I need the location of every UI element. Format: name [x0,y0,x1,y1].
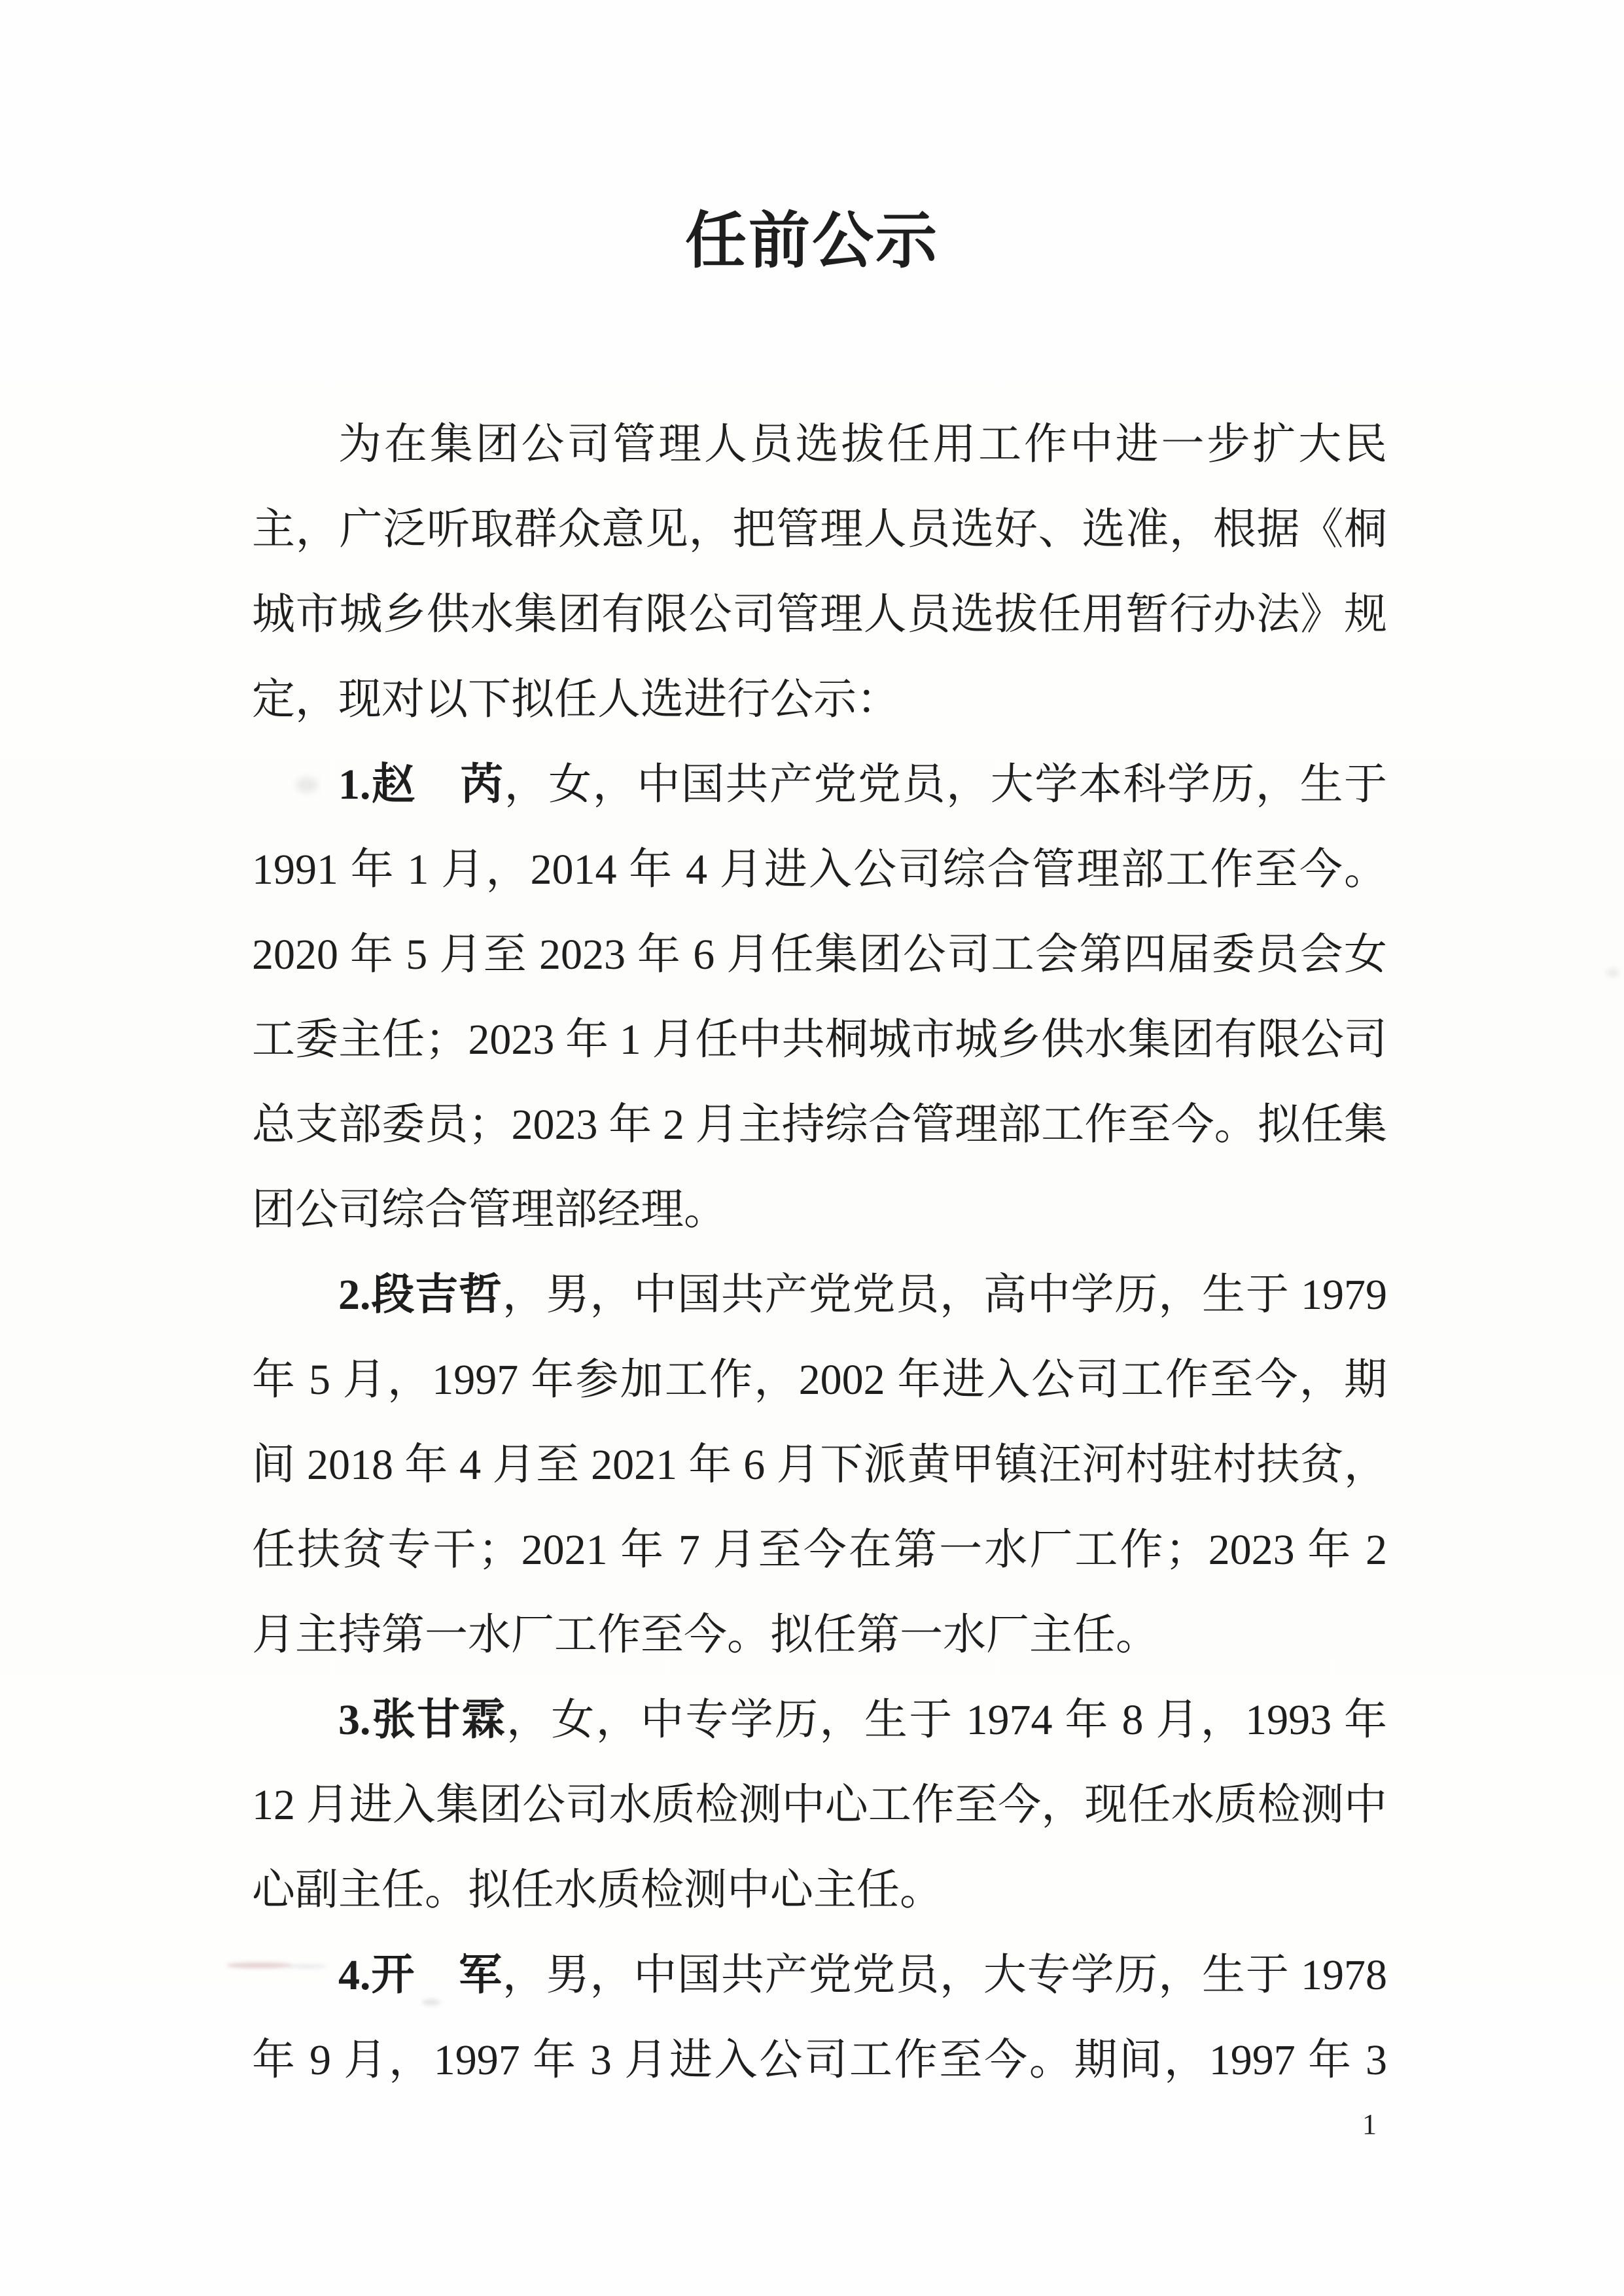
text-run: 12 月进入集团公司水质检测中心工作至今，现任水质检测中 [252,1781,1387,1829]
text-line [252,1848,1387,1933]
text-line [252,1423,1387,1508]
text-run: 心副主任。拟任水质检测中心主任。 [252,1866,943,1914]
text-run: 为在集团公司管理人员选拔任用工作中进一步扩大民 [338,421,1387,468]
text-line [252,1168,1387,1253]
candidate-name: 4.开 军 [338,1951,503,1999]
text-run: 定，现对以下拟任人选进行公示： [252,676,900,723]
candidate-name: 3.张甘霖 [338,1696,506,1744]
candidate-name: 1.赵 芮 [338,761,504,809]
text-line [252,1933,1387,2018]
text-run: 城市城乡供水集团有限公司管理人员选拔任用暂行办法》规 [252,591,1387,638]
text-line [252,402,1387,487]
text-line [252,1593,1387,1678]
text-line [252,1338,1387,1423]
text-line [252,1083,1387,1168]
text-line [252,487,1387,572]
paragraph [252,1253,1387,1678]
document-body [252,402,1387,2103]
candidate-name: 2.段吉哲 [338,1271,503,1319]
text-run: ，女，中专学历，生于 1974 年 8 月，1993 年 [506,1696,1387,1744]
paragraph [252,402,1387,742]
text-line [252,827,1387,913]
text-run: 主，广泛听取群众意见，把管理人员选好、选准，根据《桐 [252,506,1387,553]
text-line [252,1253,1387,1338]
text-line [252,1763,1387,1848]
text-run: 总支部委员；2023 年 2 月主持综合管理部工作至今。拟任集 [252,1101,1387,1149]
text-line [252,2018,1387,2103]
text-line [252,657,1387,742]
paragraph [252,1933,1387,2103]
text-run: 1991 年 1 月，2014 年 4 月进入公司综合管理部工作至今。 [252,846,1387,894]
text-run: ，男，中国共产党党员，高中学历，生于 1979 [502,1271,1387,1319]
paragraph [252,742,1387,1253]
text-run: 任扶贫专干；2021 年 7 月至今在第一水厂工作；2023 年 2 [252,1526,1387,1574]
text-run: 团公司综合管理部经理。 [252,1186,727,1234]
paragraph [252,1678,1387,1933]
text-run: 工委主任；2023 年 1 月任中共桐城市城乡供水集团有限公司 [252,1016,1387,1064]
text-run: 月主持第一水厂工作至今。拟任第一水厂主任。 [252,1611,1159,1659]
text-line [252,1508,1387,1593]
text-run: 2020 年 5 月至 2023 年 6 月任集团公司工会第四届委员会女 [252,931,1387,979]
text-line [252,913,1387,998]
text-run: 间 2018 年 4 月至 2021 年 6 月下派黄甲镇汪河村驻村扶贫， [252,1441,1387,1489]
text-run: ，女，中国共产党党员，大学本科学历，生于 [504,761,1387,809]
text-line [252,742,1387,827]
text-run: ，男，中国共产党党员，大专学历，生于 1978 [502,1951,1387,1999]
page-title: 任前公示 [684,207,939,275]
text-line [252,1678,1387,1763]
page-number: 1 [1362,2108,1377,2140]
scan-artifact [1606,968,1619,977]
text-line [252,572,1387,657]
text-line [252,998,1387,1083]
text-run: 年 9 月，1997 年 3 月进入公司工作至今。期间，1997 年 3 [252,2036,1387,2084]
text-run: 年 5 月，1997 年参加工作，2002 年进入公司工作至今，期 [252,1356,1387,1404]
